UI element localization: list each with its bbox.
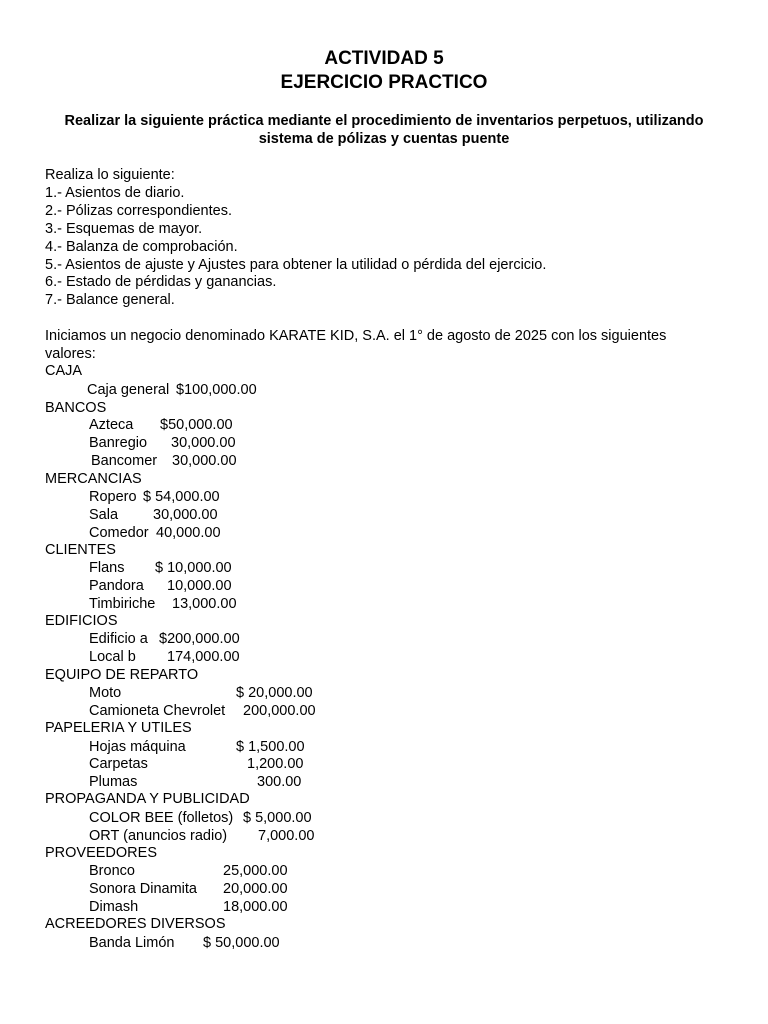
- account-heading: ACREEDORES DIVERSOS: [45, 916, 226, 932]
- intro-text: Realiza lo siguiente:: [45, 167, 175, 183]
- account-item-name: Dimash: [89, 899, 139, 915]
- account-item-name: Carpetas: [89, 756, 148, 772]
- account-item-amount: 10,000.00: [167, 578, 232, 594]
- account-item-name: Pandora: [89, 578, 144, 594]
- account-heading: BANCOS: [45, 400, 107, 416]
- account-item-name: Caja general: [87, 382, 170, 398]
- account-item-name: Timbiriche: [89, 596, 156, 612]
- document-subtitle-title: EJERCICIO PRACTICO: [280, 72, 488, 93]
- account-item-name: Banda Limón: [89, 935, 175, 951]
- account-item-amount: $200,000.00: [159, 631, 240, 647]
- task-item: 1.- Asientos de diario.: [45, 185, 185, 201]
- account-item-name: Local b: [89, 649, 136, 665]
- account-item-amount: 25,000.00: [223, 863, 288, 879]
- account-item-amount: 18,000.00: [223, 899, 288, 915]
- task-item: 5.- Asientos de ajuste y Ajustes para obtener la utilidad o pérdida del ejercicio.: [45, 257, 547, 273]
- document-title: ACTIVIDAD 5: [324, 48, 444, 69]
- account-heading: CLIENTES: [45, 542, 116, 558]
- account-item-amount: $100,000.00: [176, 382, 257, 398]
- task-item: 4.- Balanza de comprobación.: [45, 239, 238, 255]
- account-item-name: Comedor: [89, 525, 149, 541]
- paragraph-line: valores:: [45, 346, 96, 362]
- account-item-name: ORT (anuncios radio): [89, 828, 228, 844]
- account-item-name: Sonora Dinamita: [89, 881, 197, 897]
- account-item-amount: 1,200.00: [247, 756, 304, 772]
- account-item-amount: 200,000.00: [243, 703, 316, 719]
- account-item-amount: 30,000.00: [172, 453, 237, 469]
- account-heading: CAJA: [45, 363, 83, 379]
- account-item-name: Bancomer: [91, 453, 158, 469]
- account-heading: EQUIPO DE REPARTO: [45, 667, 199, 683]
- account-item-amount: $ 20,000.00: [236, 685, 313, 701]
- instructions-heading: Realizar la siguiente práctica mediante el procedimiento de inventarios perpetuos, utilizando sistema de pólizas y cuentas puente: [64, 113, 704, 147]
- account-heading: PAPELERIA Y UTILES: [45, 720, 192, 736]
- account-item-amount: 20,000.00: [223, 881, 288, 897]
- account-heading: PROPAGANDA Y PUBLICIDAD: [45, 791, 250, 807]
- account-item-name: Camioneta Chevrolet: [89, 703, 226, 719]
- account-item-amount: 40,000.00: [156, 525, 221, 541]
- account-item-name: Sala: [89, 507, 119, 523]
- account-item-name: Moto: [89, 685, 122, 701]
- account-heading: PROVEEDORES: [45, 845, 157, 861]
- account-item-name: Hojas máquina: [89, 739, 186, 755]
- account-item-amount: $50,000.00: [160, 417, 233, 433]
- account-item-amount: $ 50,000.00: [203, 935, 280, 951]
- account-item-name: Banregio: [89, 435, 148, 451]
- account-item-amount: $ 54,000.00: [143, 489, 220, 505]
- account-item-name: Ropero: [89, 489, 137, 505]
- account-item-amount: 13,000.00: [172, 596, 237, 612]
- paragraph-line: Iniciamos un negocio denominado KARATE KID, S.A. el 1° de agosto de 2025 con los siguientes: [45, 328, 667, 344]
- account-heading: MERCANCIAS: [45, 471, 142, 487]
- account-item-name: Edificio a: [89, 631, 148, 647]
- account-item-amount: $ 10,000.00: [155, 560, 232, 576]
- account-item-name: COLOR BEE (folletos): [89, 810, 234, 826]
- account-item-amount: 30,000.00: [153, 507, 218, 523]
- account-item-amount: 7,000.00: [258, 828, 315, 844]
- account-item-amount: $ 1,500.00: [236, 739, 305, 755]
- task-item: 3.- Esquemas de mayor.: [45, 221, 203, 237]
- account-item-amount: 174,000.00: [167, 649, 240, 665]
- account-heading: EDIFICIOS: [45, 613, 118, 629]
- account-item-amount: 30,000.00: [171, 435, 236, 451]
- task-item: 7.- Balance general.: [45, 292, 175, 308]
- account-item-name: Flans: [89, 560, 125, 576]
- task-item: 6.- Estado de pérdidas y ganancias.: [45, 274, 277, 290]
- account-item-name: Plumas: [89, 774, 138, 790]
- account-item-amount: 300.00: [257, 774, 302, 790]
- account-item-amount: $ 5,000.00: [243, 810, 312, 826]
- account-item-name: Azteca: [89, 417, 134, 433]
- task-item: 2.- Pólizas correspondientes.: [45, 203, 232, 219]
- account-item-name: Bronco: [89, 863, 135, 879]
